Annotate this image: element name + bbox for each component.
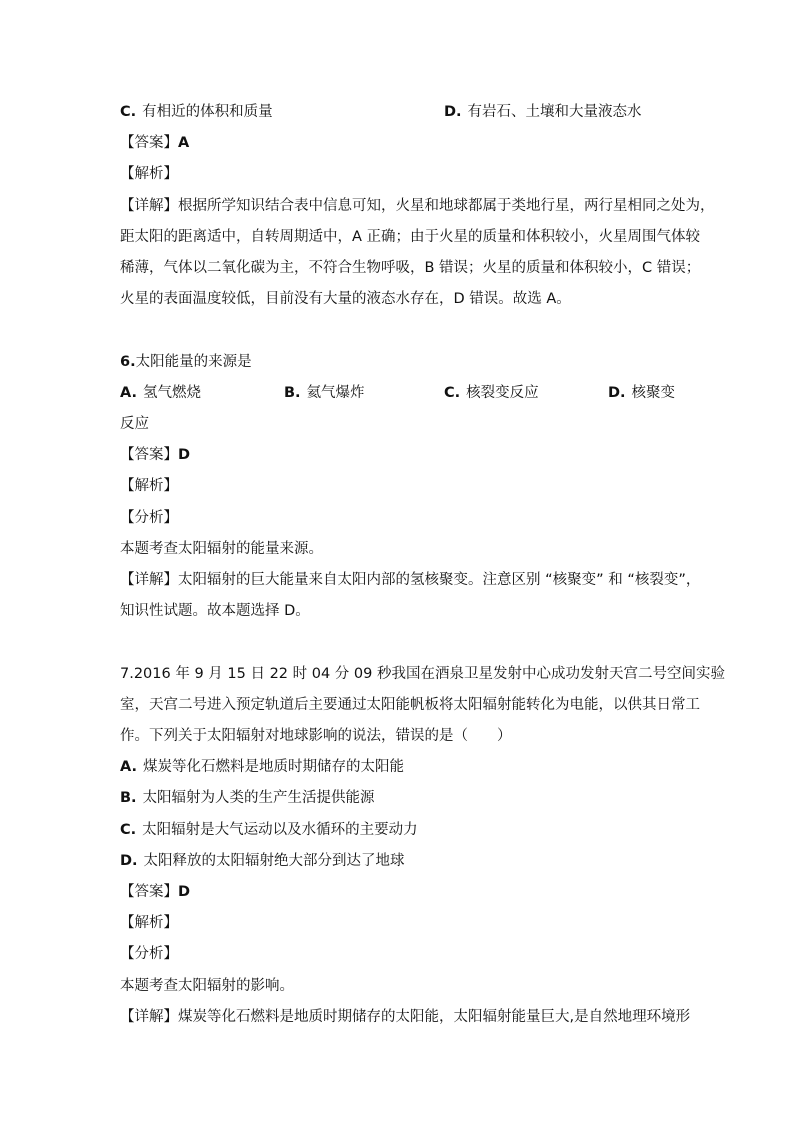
q6-detail-line: 【详解】太阳辐射的巨大能量来自太阳内部的氢核聚变。注意区别 “核聚变” 和 “核裂变”，	[120, 572, 701, 588]
q6-option-b: B. 氦气爆炸	[284, 385, 365, 401]
q5-detail-line: 【详解】根据所学知识结合表中信息可知，火星和地球都属于类地行星，两行星相同之处为，	[120, 198, 715, 214]
q6-option-d: D. 核聚变	[608, 385, 676, 401]
q7-option-b: B. 太阳辐射为人类的生产生活提供能源	[120, 790, 375, 806]
q6-detail-line: 知识性试题。故本题选择 D。	[120, 603, 310, 619]
q7-stem-line: 作。下列关于太阳辐射对地球影响的说法，错误的是（ ）	[120, 728, 512, 744]
q5-option-c: C. 有相近的体积和质量	[120, 104, 273, 120]
q7-option-c: C. 太阳辐射是大气运动以及水循环的主要动力	[120, 822, 418, 838]
q5-detail-line: 距太阳的距离适中，自转周期适中，A 正确；由于火星的质量和体积较小，火星周围气体较	[120, 229, 701, 245]
q7-fenxi-text: 本题考查太阳辐射的影响。	[120, 978, 294, 994]
q7-option-d: D. 太阳释放的太阳辐射绝大部分到达了地球	[120, 853, 405, 869]
q5-analysis-label: 【解析】	[120, 166, 178, 182]
q7-stem-line: 7.2016 年 9 月 15 日 22 时 04 分 09 秒我国在酒泉卫星发射中心成功发射天宫二号空间实验	[120, 666, 725, 682]
q7-detail-line: 【详解】煤炭等化石燃料是地质时期储存的太阳能，太阳辐射能量巨大,是自然地理环境形	[120, 1009, 691, 1025]
q6-option-d-continuation: 反应	[120, 416, 149, 432]
q7-option-a: A. 煤炭等化石燃料是地质时期储存的太阳能	[120, 759, 404, 775]
q5-answer: 【答案】A	[120, 135, 190, 151]
q6-answer: 【答案】D	[120, 447, 191, 463]
q5-detail-line: 稀薄，气体以二氧化碳为主，不符合生物呼吸，B 错误；火星的质量和体积较小，C 错误；	[120, 260, 701, 276]
q6-option-a: A. 氢气燃烧	[120, 385, 201, 401]
q5-detail-line: 火星的表面温度较低，目前没有大量的液态水存在，D 错误。故选 A。	[120, 291, 571, 307]
q7-stem-line: 室，天宫二号进入预定轨道后主要通过太阳能帆板将太阳辐射能转化为电能，以供其日常工	[120, 697, 700, 713]
q6-analysis-label: 【解析】	[120, 478, 178, 494]
q6-fenxi-label: 【分析】	[120, 510, 178, 526]
q7-analysis-label: 【解析】	[120, 915, 178, 931]
q6-fenxi-text: 本题考查太阳辐射的能量来源。	[120, 541, 323, 557]
q7-answer: 【答案】D	[120, 884, 191, 900]
q7-fenxi-label: 【分析】	[120, 946, 178, 962]
q6-stem: 6.太阳能量的来源是	[120, 354, 252, 370]
q6-option-c: C. 核裂变反应	[444, 385, 539, 401]
q5-option-d: D. 有岩石、土壤和大量液态水	[444, 104, 642, 120]
